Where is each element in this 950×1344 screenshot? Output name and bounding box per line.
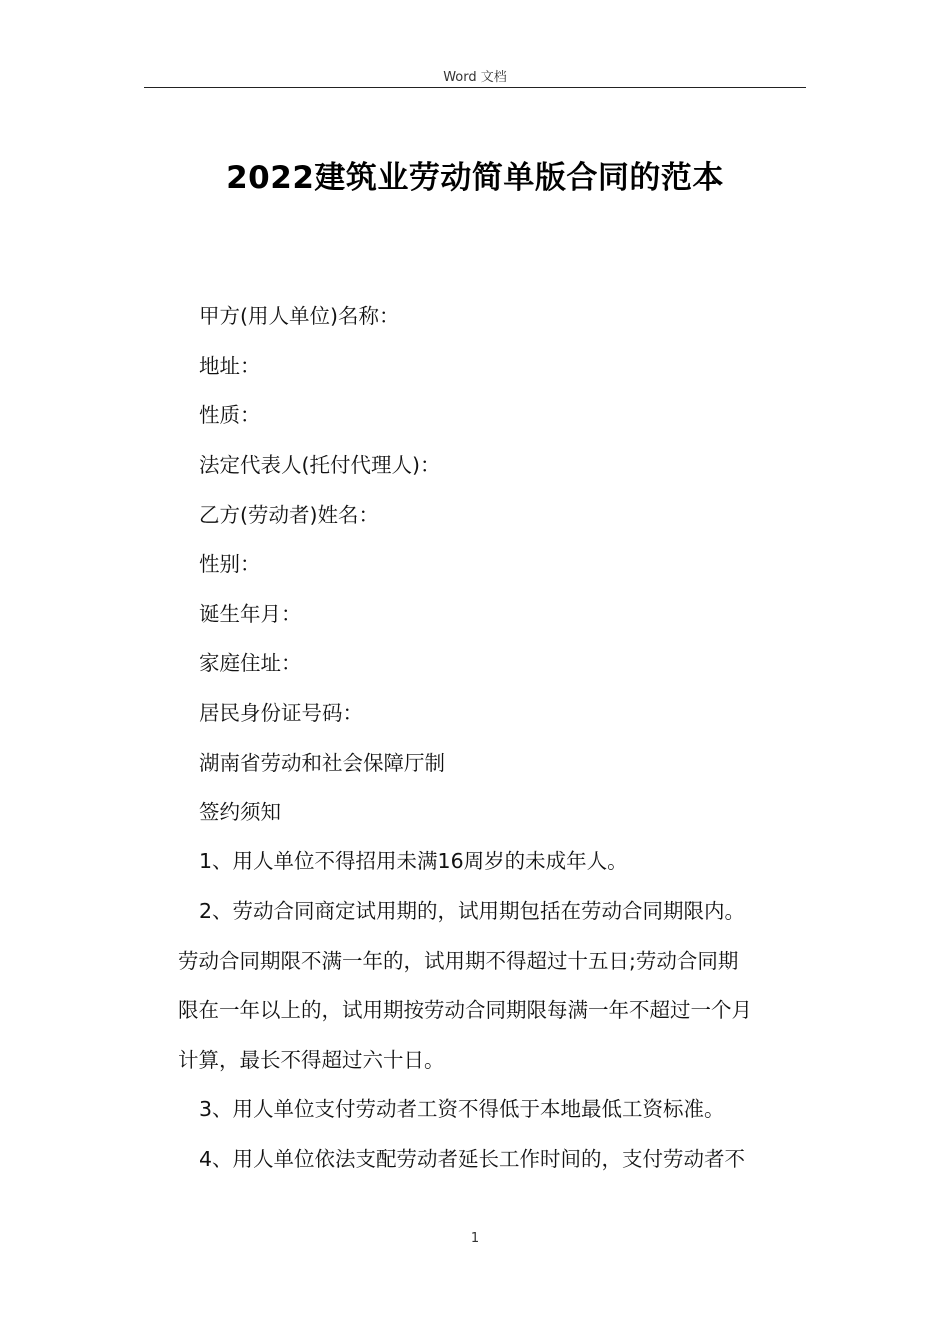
clause-line: 计算，最长不得超过六十日。	[178, 1047, 445, 1072]
field-legal-representative: 法定代表人(托付代理人)：	[199, 453, 441, 477]
field-birth-date: 诞生年月：	[199, 602, 302, 626]
field-gender: 性别：	[199, 552, 261, 576]
clause-line: 限在一年以上的，试用期按劳动合同期限每满一年不超过一个月	[178, 998, 752, 1022]
clause-line: 4、用人单位依法支配劳动者延长工作时间的，支付劳动者不	[199, 1147, 746, 1171]
clause-4	[178, 1135, 808, 1185]
clause-line: 3、用人单位支付劳动者工资不得低于本地最低工资标准。	[199, 1097, 725, 1121]
page-number: 1	[470, 1231, 480, 1246]
issuing-authority: 湖南省劳动和社会保障厅制	[199, 751, 445, 775]
clause-line: 劳动合同期限不满一年的，试用期不得超过十五日;劳动合同期	[178, 948, 739, 973]
field-home-address: 家庭住址：	[199, 651, 302, 675]
document-title: 2022建筑业劳动简单版合同的范本	[226, 160, 724, 196]
field-employer-name: 甲方(用人单位)名称：	[199, 304, 400, 328]
field-id-number: 居民身份证号码：	[199, 701, 363, 725]
clause-3	[178, 1085, 808, 1135]
clause-line: 1、用人单位不得招用未满16周岁的未成年人。	[199, 849, 628, 873]
field-employee-name: 乙方(劳动者)姓名：	[199, 503, 379, 527]
clause-line: 2、劳动合同商定试用期的，试用期包括在劳动合同期限内。	[199, 899, 746, 923]
clause-2	[178, 887, 808, 1085]
header-divider	[144, 87, 806, 88]
page-header: Word 文档	[443, 70, 507, 85]
field-nature: 性质：	[199, 403, 261, 427]
field-address: 地址：	[199, 354, 261, 378]
section-heading-signing-notice: 签约须知	[199, 800, 281, 824]
clause-1	[178, 837, 808, 887]
